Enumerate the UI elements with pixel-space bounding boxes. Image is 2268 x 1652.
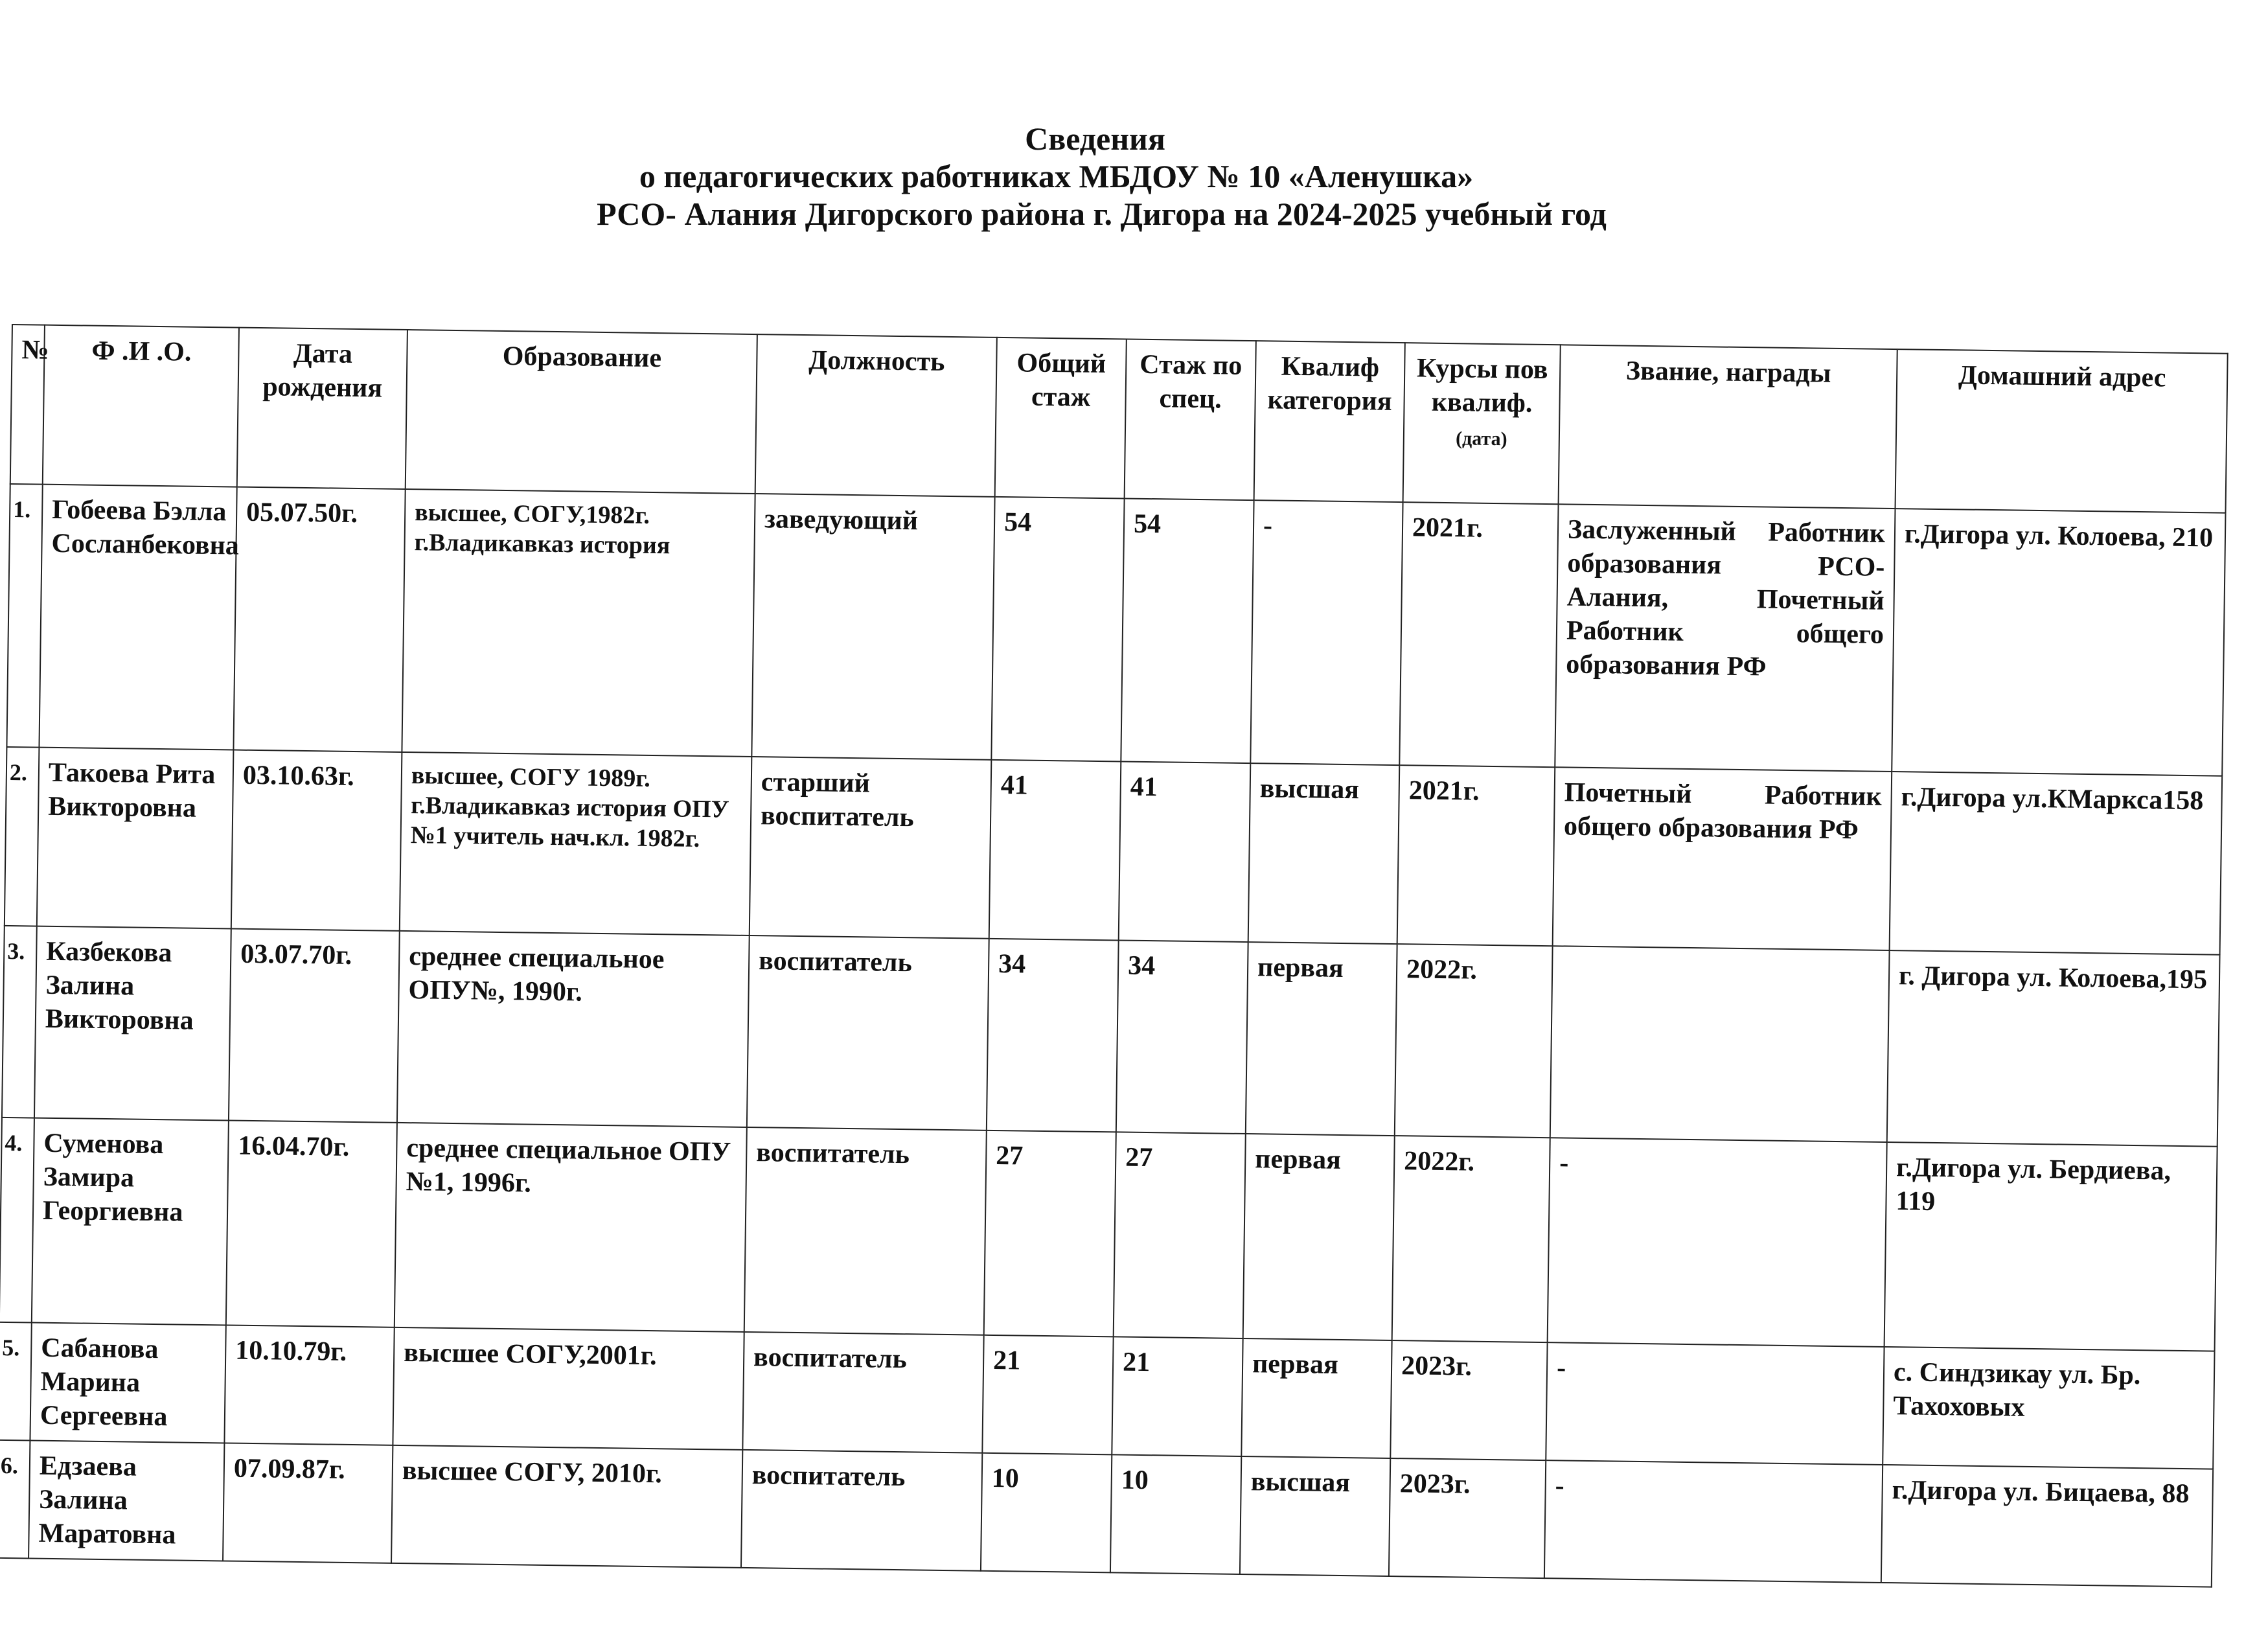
cell-awards: -: [1546, 1342, 1884, 1465]
cell-category: первая: [1241, 1338, 1392, 1458]
cell-spec-exp: 41: [1119, 761, 1251, 942]
cell-awards: -: [1548, 1138, 1887, 1347]
cell-awards: Заслуженный Работник образования РСО- Алания, Почетный Работник общего образования РФ: [1555, 504, 1895, 772]
cell-total-exp: 10: [981, 1453, 1112, 1573]
header-category: Квалиф категория: [1254, 341, 1405, 502]
cell-birth: 10.10.79г.: [224, 1325, 394, 1445]
cell-birth: 03.10.63г.: [231, 750, 402, 931]
title-line-1: Сведения: [1025, 120, 1165, 157]
cell-birth: 05.07.50г.: [233, 487, 405, 752]
cell-num: 3.: [2, 926, 37, 1118]
cell-birth: 07.09.87г.: [223, 1443, 393, 1563]
title-line-3: РСО- Алания Дигорского района г. Дигора на 2024-2025 учебный год: [597, 196, 1607, 232]
cell-education: высшее СОГУ, 2010г.: [391, 1445, 742, 1568]
cell-total-exp: 54: [991, 497, 1124, 762]
cell-category: высшая: [1248, 763, 1400, 944]
table-row: [5, 747, 2222, 955]
title-line-2: о педагогических работниках МБДОУ № 10 «Аленушка»: [639, 158, 1474, 194]
cell-category: первая: [1246, 942, 1397, 1136]
header-address: Домашний адрес: [1896, 349, 2228, 513]
header-fio: Ф .И .О.: [43, 325, 239, 487]
staff-table: [0, 324, 2228, 1588]
staff-table-wrapper: [0, 324, 2227, 1588]
cell-fio: Казбекова Залина Викторовна: [34, 926, 231, 1121]
cell-category: высшая: [1240, 1456, 1390, 1576]
cell-education: среднее специальное ОПУ №1, 1996г.: [395, 1123, 747, 1332]
cell-num: 6.: [0, 1440, 30, 1559]
cell-fio: Едзаева Залина Маратовна: [29, 1441, 224, 1561]
cell-fio: Сабанова Марина Сергеевна: [30, 1323, 225, 1443]
cell-spec-exp: 21: [1112, 1337, 1243, 1456]
cell-education: среднее специальное ОПУ№, 1990г.: [397, 931, 750, 1127]
cell-total-exp: 27: [984, 1130, 1116, 1337]
cell-position: заведующий: [751, 494, 994, 760]
cell-position: воспитатель: [744, 1127, 987, 1335]
cell-fio: Такоева Рита Викторовна: [37, 748, 234, 929]
cell-category: -: [1250, 500, 1403, 765]
header-birth: Дата рождения: [237, 328, 407, 489]
cell-awards: [1550, 946, 1890, 1142]
table-header-row: [10, 325, 2228, 513]
cell-total-exp: 21: [982, 1335, 1113, 1455]
cell-birth: 03.07.70г.: [229, 929, 400, 1123]
cell-address: с. Синдзикау ул. Бр. Тахоховых: [1883, 1347, 2214, 1469]
cell-fio: Гобеева Бэлла Сосланбековна: [39, 485, 236, 750]
header-total-exp: Общий стаж: [995, 338, 1127, 499]
cell-num: 1.: [6, 484, 42, 748]
header-spec-exp: Стаж по спец.: [1125, 339, 1256, 501]
cell-fio: Суменова Замира Георгиевна: [32, 1118, 229, 1325]
cell-spec-exp: 34: [1116, 940, 1248, 1134]
header-courses-label: Курсы пов квалиф.: [1416, 353, 1548, 419]
cell-total-exp: 34: [987, 939, 1119, 1132]
cell-spec-exp: 27: [1114, 1132, 1246, 1338]
cell-position: воспитатель: [747, 935, 989, 1130]
header-courses: [1403, 343, 1561, 504]
table-row: [2, 926, 2220, 1147]
cell-courses: 2021г.: [1397, 765, 1555, 946]
cell-position: воспитатель: [741, 1450, 982, 1571]
table-row: [6, 484, 2225, 776]
header-awards: Звание, награды: [1559, 345, 1897, 509]
cell-spec-exp: 10: [1110, 1454, 1241, 1574]
cell-category: первая: [1243, 1134, 1395, 1340]
cell-address: г.Дигора ул. Бицаева, 88: [1881, 1465, 2213, 1587]
document-title: [0, 120, 2268, 233]
cell-courses: 2022г.: [1392, 1136, 1550, 1342]
cell-courses: 2023г.: [1389, 1458, 1546, 1578]
cell-num: 5.: [0, 1322, 32, 1441]
table-row: [0, 1118, 2217, 1351]
cell-total-exp: 41: [989, 760, 1121, 941]
cell-num: 2.: [5, 747, 40, 926]
cell-education: высшее, СОГУ 1989г. г.Владикавказ история ОПУ №1 учитель нач.кл. 1982г.: [400, 752, 752, 935]
cell-address: г.Дигора ул. Колоева, 210: [1892, 509, 2225, 776]
cell-awards: -: [1544, 1460, 1883, 1583]
header-position: Должность: [755, 334, 997, 497]
cell-education: высшее, СОГУ,1982г. г.Владикавказ история: [402, 489, 755, 757]
cell-address: г.Дигора ул. Бердиева, 119: [1884, 1142, 2217, 1351]
cell-spec-exp: 54: [1121, 499, 1254, 764]
cell-courses: 2021г.: [1399, 502, 1558, 767]
header-courses-note: (дата): [1455, 428, 1507, 450]
cell-address: г.Дигора ул.КМаркса158: [1890, 772, 2223, 955]
header-num: №: [10, 325, 45, 485]
cell-birth: 16.04.70г.: [226, 1120, 397, 1327]
cell-courses: 2023г.: [1390, 1340, 1547, 1460]
header-education: Образование: [406, 330, 757, 494]
cell-num: 4.: [0, 1118, 34, 1323]
cell-education: высшее СОГУ,2001г.: [393, 1327, 744, 1450]
cell-courses: 2022г.: [1395, 944, 1553, 1138]
cell-position: старший воспитатель: [750, 757, 992, 939]
cell-position: воспитатель: [742, 1332, 983, 1453]
cell-address: г. Дигора ул. Колоева,195: [1887, 950, 2220, 1147]
cell-awards: Почетный Работник общего образования РФ: [1553, 767, 1892, 950]
